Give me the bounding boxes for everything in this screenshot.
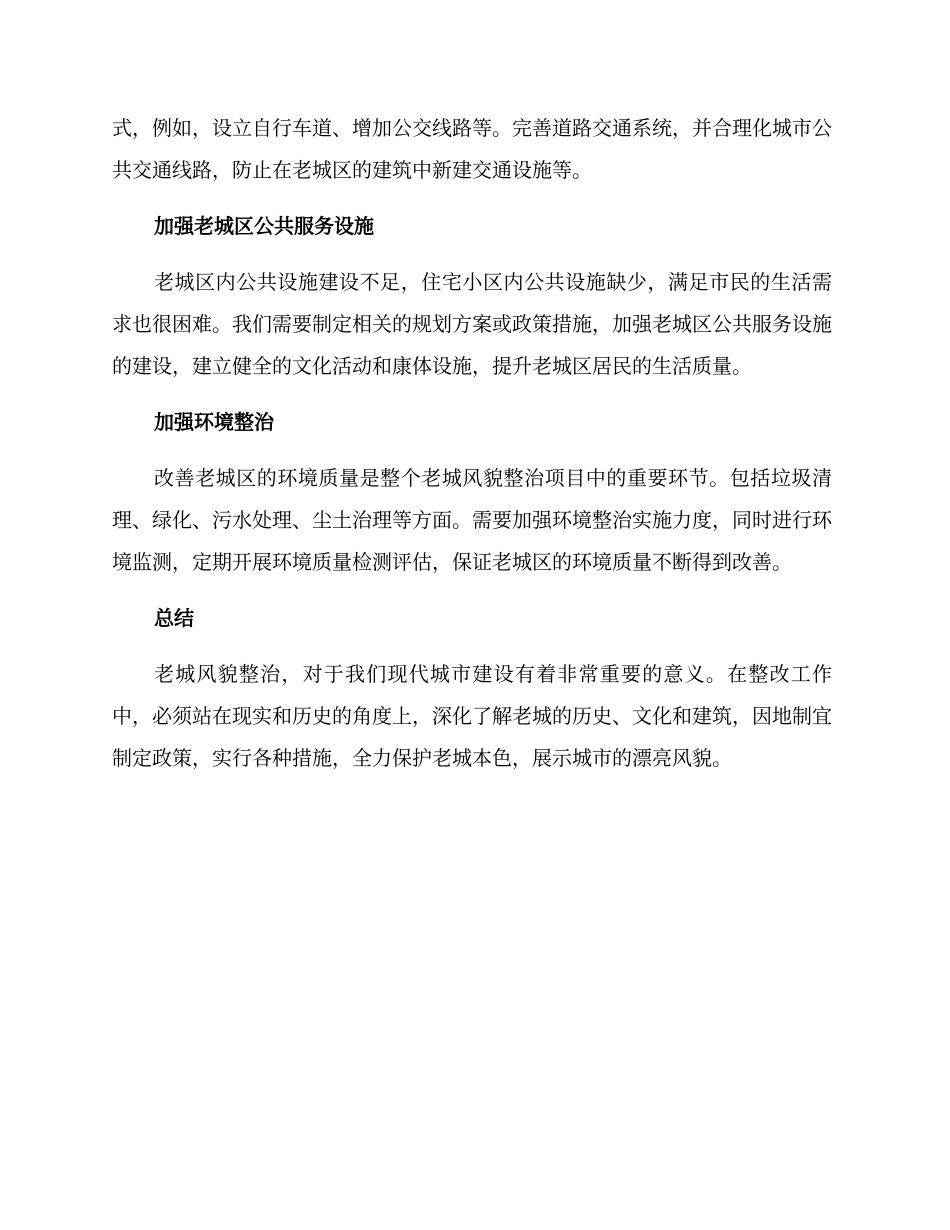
paragraph-environment: 改善老城区的环境质量是整个老城风貌整治项目中的重要环节。包括垃圾清理、绿化、污水处理、尘土治理等方面。需要加强环境整治实施力度，同时进行环境监测，定期开展环境质量检测评估，保证老城区的环境质量不断得到改善。 xyxy=(112,466,832,574)
paragraph-public-services: 老城区内公共设施建设不足，住宅小区内公共设施缺少，满足市民的生活需求也很困难。我们需要制定相关的规划方案或政策措施，加强老城区公共服务设施的建设，建立健全的文化活动和康体设施，提升老城区居民的生活质量。 xyxy=(112,270,832,378)
heading-public-services: 加强老城区公共服务设施 xyxy=(154,214,374,238)
heading-environment: 加强环境整治 xyxy=(154,410,274,434)
paragraph-summary: 老城风貌整治，对于我们现代城市建设有着非常重要的意义。在整改工作中，必须站在现实和历史的角度上，深化了解老城的历史、文化和建筑，因地制宜制定政策，实行各种措施，全力保护老城本色，展示城市的漂亮风貌。 xyxy=(112,662,832,770)
heading-summary: 总结 xyxy=(154,606,194,630)
document-page xyxy=(112,107,832,779)
paragraph-transport-continued: 式，例如，设立自行车道、增加公交线路等。完善道路交通系统，并合理化城市公共交通线路，防止在老城区的建筑中新建交通设施等。 xyxy=(112,116,832,182)
